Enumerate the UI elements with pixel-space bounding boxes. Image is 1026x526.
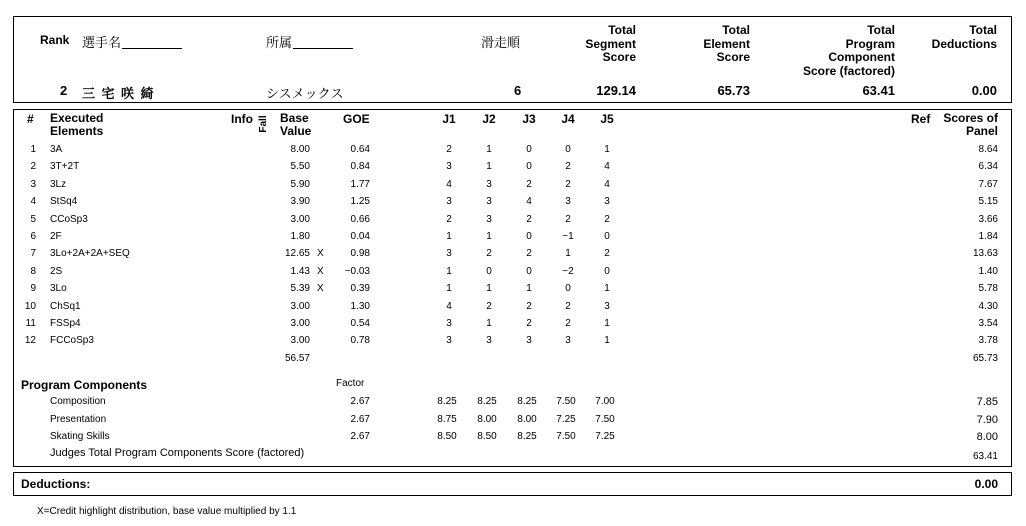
col-base: Base Value	[280, 111, 312, 138]
element-name: FSSp4	[50, 318, 81, 329]
element-j2: 3	[486, 213, 492, 225]
element-base-value: 5.90	[290, 178, 310, 190]
deductions-box	[13, 472, 1012, 496]
component-j5: 7.00	[595, 396, 615, 407]
element-info-flag: X	[317, 248, 324, 260]
element-j2: 3	[486, 196, 492, 208]
elements-base-total: 56.57	[284, 353, 310, 364]
element-base-value: 3.00	[290, 300, 310, 312]
element-goe: 0.84	[350, 161, 370, 173]
element-name: 2F	[50, 231, 62, 242]
component-j2: 8.00	[477, 413, 497, 425]
component-j4: 7.50	[556, 431, 576, 442]
element-j3: 2	[526, 248, 532, 260]
element-goe: 0.66	[350, 213, 370, 225]
element-j3: 0	[526, 231, 532, 242]
component-j3: 8.25	[517, 431, 537, 442]
element-number: 4	[30, 196, 36, 208]
element-j1: 4	[446, 178, 452, 190]
element-panel-score: 3.54	[978, 318, 998, 329]
element-panel-score: 5.15	[978, 196, 998, 208]
element-name: 3Lo	[50, 283, 67, 295]
components-total: 63.41	[972, 451, 998, 462]
col-j2: J2	[482, 112, 496, 126]
element-name: 3Lo+2A+2A+SEQ	[50, 248, 130, 260]
components-title: Program Components	[21, 378, 148, 392]
element-j1: 3	[446, 335, 452, 347]
element-j1: 1	[446, 231, 452, 242]
element-name: 3T+2T	[50, 161, 80, 173]
name-label	[82, 32, 182, 51]
element-number: 7	[30, 248, 36, 260]
element-j2: 1	[486, 161, 492, 173]
element-goe: 0.39	[350, 283, 370, 295]
order-label: 滑走順	[481, 36, 521, 51]
table-row	[0, 335, 1026, 352]
element-name: 3Lz	[50, 178, 67, 190]
skater-affiliation: シスメックス	[266, 87, 344, 102]
col-ref: Ref	[911, 112, 931, 126]
footnote: X=Credit highlight distribution, base value multiplied by 1.1	[37, 506, 297, 517]
component-name: Presentation	[50, 413, 107, 425]
element-j4: 3	[565, 335, 571, 347]
col-panel: Scores of Panel	[943, 111, 998, 138]
skater-name: 三 宅 咲 綺	[82, 87, 155, 102]
element-j3: 2	[526, 213, 532, 225]
element-base-value: 1.80	[290, 231, 310, 242]
element-number: 1	[30, 144, 36, 155]
element-panel-score: 7.67	[978, 178, 998, 190]
element-j1: 1	[446, 265, 452, 277]
element-name: ChSq1	[50, 300, 81, 312]
affiliation-label-text: 所属	[266, 36, 293, 51]
element-j4: 2	[565, 178, 571, 190]
element-goe: 1.25	[350, 196, 370, 208]
element-j4: −1	[562, 231, 574, 242]
pcs-label: Total Program Component Score (factored)	[802, 23, 895, 78]
element-j2: 1	[486, 283, 492, 295]
element-info-flag: X	[317, 265, 324, 277]
affiliation-underline	[293, 48, 353, 49]
element-j5: 0	[604, 265, 610, 277]
element-panel-score: 1.40	[978, 265, 998, 277]
element-j5: 0	[604, 231, 610, 242]
element-j4: 1	[565, 248, 571, 260]
element-panel-score: 4.30	[978, 300, 998, 312]
element-j1: 3	[446, 196, 452, 208]
table-row	[0, 283, 1026, 300]
component-score: 8.00	[976, 431, 998, 443]
element-panel-score: 3.78	[978, 335, 998, 347]
element-j4: 2	[565, 300, 571, 312]
component-name: Composition	[50, 396, 106, 407]
element-j5: 2	[604, 248, 610, 260]
element-number: 11	[25, 318, 36, 329]
table-row	[0, 248, 1026, 265]
component-j1: 8.75	[437, 413, 457, 425]
element-j1: 3	[446, 161, 452, 173]
element-j1: 4	[446, 300, 452, 312]
element-j3: 3	[526, 335, 532, 347]
component-j5: 7.50	[595, 413, 615, 425]
element-j5: 1	[604, 144, 610, 155]
element-j2: 1	[486, 318, 492, 329]
table-row	[0, 179, 1026, 196]
element-base-value: 1.43	[290, 265, 310, 277]
element-name: 2S	[50, 265, 63, 277]
element-goe: 0.64	[350, 144, 370, 155]
element-base-value: 3.00	[290, 335, 310, 347]
col-info: Info	[231, 112, 253, 126]
col-fall: Fall	[258, 115, 269, 133]
tss-label: Total Segment Score	[585, 23, 636, 64]
skater-tes: 65.73	[717, 83, 750, 98]
table-row	[0, 144, 1026, 161]
table-row	[0, 214, 1026, 231]
table-row	[0, 231, 1026, 248]
component-j5: 7.25	[595, 431, 615, 442]
component-j3: 8.00	[517, 413, 537, 425]
element-j3: 2	[526, 178, 532, 190]
ded-label: Total Deductions	[931, 23, 997, 51]
component-row	[0, 396, 1026, 413]
element-goe: 0.98	[350, 248, 370, 260]
components-factor-label: Factor	[336, 378, 365, 389]
component-factor: 2.67	[350, 413, 370, 425]
skater-deductions: 0.00	[971, 83, 997, 98]
component-score: 7.85	[976, 396, 998, 408]
element-number: 6	[30, 231, 36, 242]
element-base-value: 5.39	[290, 283, 310, 295]
table-row	[0, 196, 1026, 213]
element-name: 3A	[50, 144, 63, 155]
element-j5: 1	[604, 283, 610, 295]
element-goe: 0.78	[350, 335, 370, 347]
element-base-value: 3.00	[290, 318, 310, 329]
component-j3: 8.25	[517, 396, 537, 407]
deductions-label: Deductions:	[21, 477, 91, 491]
col-elements: Executed Elements	[50, 111, 104, 138]
skater-tss: 129.14	[596, 83, 636, 98]
element-j3: 0	[526, 161, 532, 173]
element-j5: 4	[604, 178, 610, 190]
deductions-value: 0.00	[974, 477, 998, 491]
affiliation-label	[266, 32, 353, 51]
elements-panel-total: 65.73	[972, 353, 998, 364]
element-j2: 1	[486, 231, 492, 242]
element-j4: 0	[565, 144, 571, 155]
component-j2: 8.50	[477, 431, 497, 442]
element-j4: 0	[565, 283, 571, 295]
components-total-label: Judges Total Program Components Score (factored)	[50, 447, 305, 459]
element-j5: 2	[604, 213, 610, 225]
skater-pcs: 63.41	[862, 83, 895, 98]
name-label-text: 選手名	[82, 36, 122, 51]
col-goe: GOE	[343, 112, 370, 126]
element-info-flag: X	[317, 283, 324, 295]
element-j4: 2	[565, 213, 571, 225]
element-number: 3	[30, 178, 36, 190]
element-j5: 1	[604, 318, 610, 329]
component-row	[0, 414, 1026, 431]
element-goe: 1.30	[350, 300, 370, 312]
element-j5: 4	[604, 161, 610, 173]
element-j1: 3	[446, 248, 452, 260]
element-panel-score: 8.64	[978, 144, 998, 155]
table-row	[0, 161, 1026, 178]
element-base-value: 8.00	[290, 144, 310, 155]
element-base-value: 3.90	[290, 196, 310, 208]
component-j4: 7.50	[556, 396, 576, 407]
element-j1: 1	[446, 283, 452, 295]
element-j3: 0	[526, 144, 532, 155]
element-goe: 1.77	[350, 178, 370, 190]
table-row	[0, 301, 1026, 318]
element-j2: 3	[486, 178, 492, 190]
element-j1: 2	[446, 144, 452, 155]
element-number: 9	[30, 283, 36, 295]
element-panel-score: 13.63	[972, 248, 998, 260]
element-j5: 3	[604, 196, 610, 208]
component-j1: 8.50	[437, 431, 457, 442]
element-panel-score: 6.34	[978, 161, 998, 173]
element-base-value: 12.65	[284, 248, 310, 260]
element-name: FCCoSp3	[50, 335, 94, 347]
element-j1: 3	[446, 318, 452, 329]
col-num: #	[27, 112, 34, 126]
element-j2: 1	[486, 144, 492, 155]
element-number: 8	[30, 265, 36, 277]
element-j2: 0	[486, 265, 492, 277]
element-base-value: 3.00	[290, 213, 310, 225]
component-factor: 2.67	[350, 396, 370, 407]
component-j1: 8.25	[437, 396, 457, 407]
component-score: 7.90	[976, 413, 998, 426]
element-goe: 0.04	[350, 231, 370, 242]
element-j3: 2	[526, 300, 532, 312]
element-j4: −2	[562, 265, 574, 277]
element-number: 5	[30, 213, 36, 225]
table-row	[0, 318, 1026, 335]
name-underline	[122, 48, 182, 49]
rank-label: Rank	[40, 33, 70, 47]
element-goe: −0.03	[344, 265, 370, 277]
element-j3: 2	[526, 318, 532, 329]
skater-rank: 2	[60, 83, 68, 98]
skater-order: 6	[514, 83, 522, 98]
element-j4: 3	[565, 196, 571, 208]
element-number: 2	[30, 161, 36, 173]
col-j5: J5	[600, 112, 614, 126]
col-j4: J4	[561, 112, 575, 126]
component-j4: 7.25	[556, 413, 576, 425]
element-panel-score: 1.84	[978, 231, 998, 242]
col-j3: J3	[522, 112, 536, 126]
element-j1: 2	[446, 213, 452, 225]
element-panel-score: 3.66	[978, 213, 998, 225]
component-row	[0, 431, 1026, 448]
component-j2: 8.25	[477, 396, 497, 407]
element-j5: 3	[604, 300, 610, 312]
element-number: 12	[24, 335, 36, 347]
element-j4: 2	[565, 318, 571, 329]
element-j2: 2	[486, 300, 492, 312]
component-factor: 2.67	[350, 431, 370, 442]
element-j3: 4	[526, 196, 532, 208]
element-j3: 1	[526, 283, 532, 295]
element-j5: 1	[604, 335, 610, 347]
tes-label: Total Element Score	[703, 23, 750, 64]
element-j3: 0	[526, 265, 532, 277]
element-base-value: 5.50	[290, 161, 310, 173]
table-row	[0, 266, 1026, 283]
element-j2: 3	[486, 335, 492, 347]
element-j4: 2	[565, 161, 571, 173]
element-name: StSq4	[50, 196, 78, 208]
element-number: 10	[24, 300, 36, 312]
component-name: Skating Skills	[50, 431, 110, 442]
element-j2: 2	[486, 248, 492, 260]
col-j1: J1	[442, 112, 456, 126]
element-goe: 0.54	[350, 318, 370, 329]
element-panel-score: 5.78	[978, 283, 998, 295]
element-name: CCoSp3	[50, 213, 88, 225]
